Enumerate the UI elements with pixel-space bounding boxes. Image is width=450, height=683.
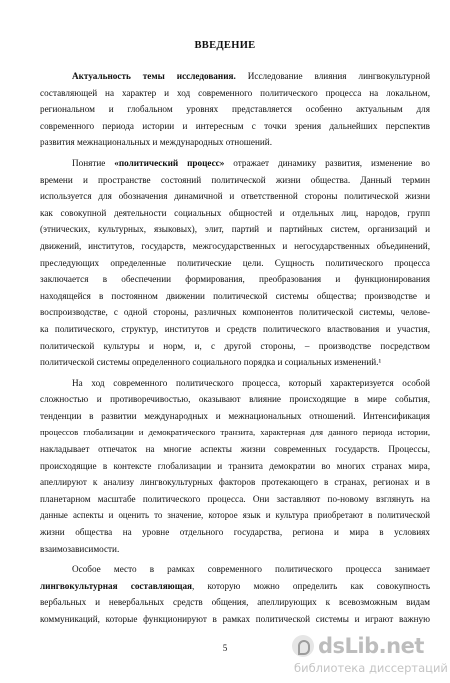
text-line: региональном и глобальном уровнях представляется особенно актуальным для [40, 104, 430, 115]
text-line: развития межнациональных и международных отношений. [40, 137, 272, 148]
text-line: современного периода истории и интересным с точки зрения дальнейших перспектив [40, 120, 430, 131]
text-line: лингвокультурная составляющая, которую можно определить как совокупность [40, 580, 431, 591]
bold-term: лингвокультурная составляющая [40, 580, 193, 591]
text-line: коммуникаций, которые функционируют в рамках политической системы и играют важную [40, 614, 430, 624]
text-line: процессов глобализации и демократического транзита, характерная для данного периода истории, [40, 427, 430, 438]
text-line: находящейся в постоянном движении политической системы общества; производстве и [40, 290, 430, 301]
text-line: воспроизводстве, с одной стороны, различных компонентов политической системы, челове- [40, 307, 430, 318]
paragraph-1 [40, 68, 430, 151]
watermark-logo [292, 634, 424, 658]
text-line: На ход современного политического процесса, который характеризуется особой [72, 377, 430, 388]
bold-term: «политический процесс» [114, 157, 225, 168]
text-line: Актуальность темы исследования. Исследование влияния лингвокультурной [72, 71, 430, 81]
text-line: используется для обозначения динамичной и ответственной стороны политической жизни [40, 191, 430, 202]
text-line: Особое место в рамках современного политического процесса занимает [72, 564, 430, 575]
text-line: происходящие в контексте глобализации и транзита демократии во многих странах мира, [40, 460, 430, 471]
paragraph-3 [40, 375, 430, 558]
text-line: апеллируют к анализу лингвокультурных факторов протекающего в странах, регионах и в [40, 477, 430, 488]
text-line: Понятие «политический процесс» отражает динамику развития, изменение во [72, 157, 430, 168]
text-line: вербальных и невербальных средств общения, апеллирующих к всевозможным видам [40, 597, 430, 608]
text-line: политической системы определенного социального порядка и социальных изменений.¹ [40, 357, 382, 368]
text-line: движений, институтов, государств, межгосударственных и негосударственных объединений, [40, 240, 430, 251]
text-line: взаимозависимости. [40, 543, 120, 554]
text-line: заключается в обеспечении формирования, преобразования и функционирования [40, 274, 430, 285]
paragraph-2 [40, 155, 430, 371]
watermark-name: dsLib.net [318, 634, 424, 658]
page-title: ВВЕДЕНИЕ [194, 40, 256, 51]
text-line: как совокупной деятельности социальных общностей и отдельных лиц, народов, групп [40, 207, 430, 218]
text-line: преследующих определенные политические цели. Сущность политического процесса [40, 257, 430, 268]
text-line: ка политического, структур, институтов и средств политического властвования и участия, [40, 323, 430, 334]
text-line: жизни общества на уровне отдельного государства, региона и мира в условиях [40, 527, 430, 538]
watermark-subtitle: библиотека диссертаций [294, 661, 448, 675]
bold-term: Актуальность темы исследования. [72, 71, 236, 81]
text-line: сложностью и противоречивостью, оказывают влияние происходящие в мире события, [40, 394, 430, 405]
dslib-logo-icon [292, 635, 314, 657]
watermark [292, 634, 448, 678]
document-body [40, 68, 430, 628]
text-line: времени и пространстве состояний политической жизни общества. Данный термин [40, 174, 430, 185]
text-line: (этнических, культурных, языковых), элит, партий и партийных систем, организаций и [40, 224, 430, 235]
text-line: политической культуры и норм, и, с другой стороны, – производстве посредством [40, 340, 430, 351]
paragraph-4 [40, 561, 430, 627]
page-number: 5 [222, 643, 228, 653]
text-line: планетарном масштабе политического процесса. Они заставляют по-новому взглянуть на [40, 493, 430, 504]
text-line: составляющей на характер и ход современного политического процесса на локальном, [40, 87, 430, 98]
text-line: данные аспекты и оценить то значение, которое язык и культура приобретают в политической [40, 510, 430, 521]
text-line: накладывает отпечаток на многие аспекты жизни современных государств. Процессы, [40, 444, 430, 455]
text-line: тенденции в развитии международных и межнациональных отношений. Интенсификация [40, 410, 430, 421]
